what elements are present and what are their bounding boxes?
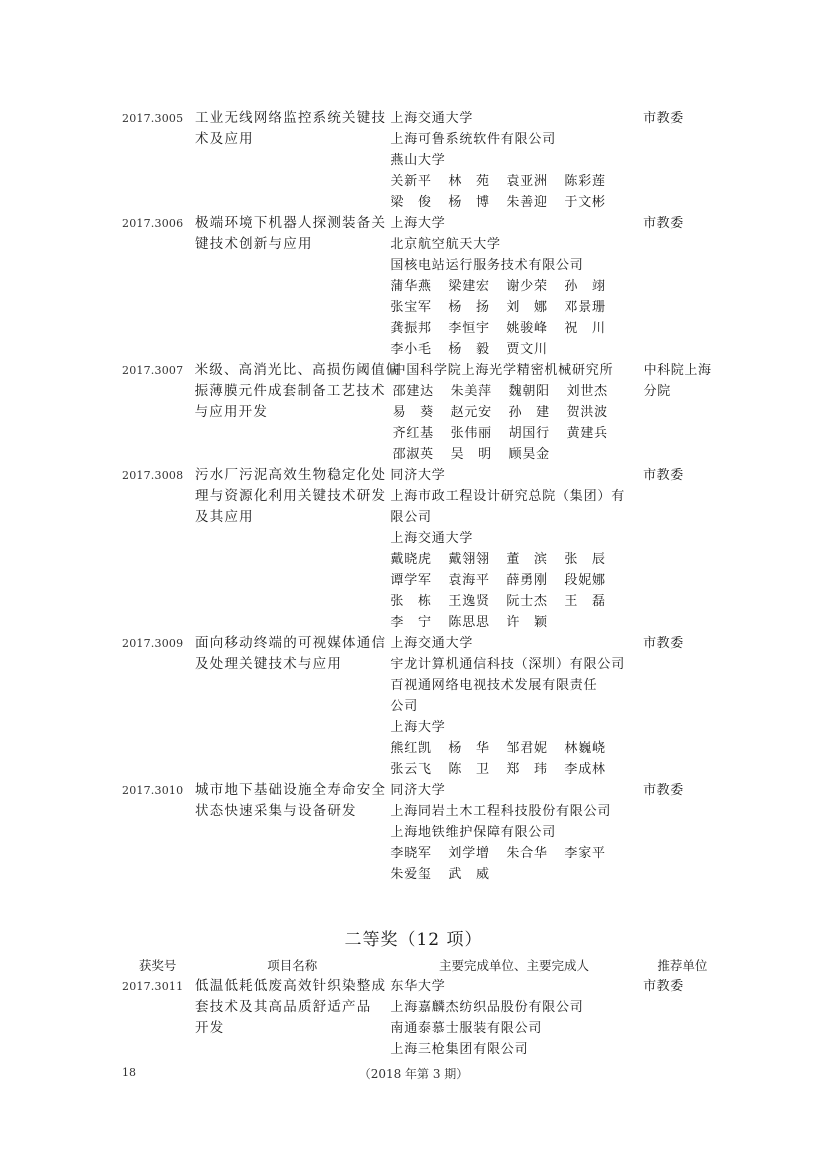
person-name: 段妮娜 bbox=[564, 573, 606, 588]
completion-units bbox=[390, 213, 637, 360]
person-name: 陈思思 bbox=[448, 615, 490, 630]
person-name: 邹君妮 bbox=[506, 741, 548, 756]
recommender-line: 市教委 bbox=[643, 468, 684, 483]
header-recommender: 推荐单位 bbox=[657, 958, 708, 973]
project-name-line: 城市地下基础设施全寿命安全 bbox=[195, 782, 387, 798]
person-name: 邓景珊 bbox=[564, 300, 606, 315]
project-name bbox=[193, 213, 390, 255]
person-name: 吴 明 bbox=[450, 447, 492, 462]
unit-line: 同济大学 bbox=[390, 468, 446, 483]
completion-units bbox=[390, 465, 637, 633]
recommender bbox=[637, 780, 722, 801]
person-name: 邵淑英 bbox=[392, 447, 434, 462]
table-header bbox=[122, 956, 722, 976]
person-name: 张伟丽 bbox=[450, 426, 492, 441]
people-row bbox=[390, 612, 637, 633]
unit-line: 上海大学 bbox=[390, 720, 446, 735]
project-name bbox=[193, 780, 390, 822]
completion-units bbox=[390, 780, 637, 885]
award-entry bbox=[122, 360, 722, 465]
unit-line: 上海市政工程设计研究总院（集团）有 bbox=[390, 489, 626, 504]
person-name: 董 滨 bbox=[506, 552, 548, 567]
recommender bbox=[637, 213, 722, 234]
person-name: 袁亚洲 bbox=[506, 174, 548, 189]
unit-line: 上海地铁维护保障有限公司 bbox=[390, 825, 557, 840]
project-name-line: 低温低耗低废高效针织染整成 bbox=[195, 978, 387, 994]
unit-line: 上海嘉麟杰纺织品股份有限公司 bbox=[390, 1000, 584, 1015]
project-name-line: 状态快速采集与设备研发 bbox=[195, 803, 357, 819]
project-name-line: 理与资源化利用关键技术研发 bbox=[195, 488, 387, 504]
issue-label: （2018 年第 3 期） bbox=[358, 1067, 469, 1081]
unit-line: 上海交通大学 bbox=[390, 636, 474, 651]
unit-line: 南通泰慕士服装有限公司 bbox=[390, 1021, 543, 1036]
recommender bbox=[637, 465, 722, 486]
person-name: 孙 建 bbox=[508, 405, 550, 420]
completion-units bbox=[393, 360, 638, 465]
project-name-line: 米级、高消光比、高损伤阈值偏 bbox=[194, 362, 401, 378]
person-name: 杨 扬 bbox=[448, 300, 490, 315]
person-name: 朱合华 bbox=[506, 846, 548, 861]
person-name: 戴晓虎 bbox=[390, 552, 432, 567]
person-name: 李晓军 bbox=[390, 846, 432, 861]
header-award-no: 获奖号 bbox=[138, 958, 177, 973]
person-name: 杨 华 bbox=[448, 741, 490, 756]
person-name: 于文彬 bbox=[564, 195, 606, 210]
people-row bbox=[390, 297, 637, 318]
unit-line: 百视通网络电视技术发展有限责任 bbox=[390, 678, 598, 693]
recommender bbox=[637, 108, 722, 129]
award-number: 2017.3010 bbox=[122, 784, 184, 797]
project-name-line: 及其应用 bbox=[195, 509, 254, 525]
unit-line: 宇龙计算机通信科技（深圳）有限公司 bbox=[390, 657, 626, 672]
award-number: 2017.3011 bbox=[122, 980, 184, 993]
person-name: 谭学军 bbox=[390, 573, 432, 588]
person-name: 林巍峣 bbox=[564, 741, 606, 756]
person-name: 张 辰 bbox=[564, 552, 606, 567]
person-name: 朱爱玺 bbox=[390, 867, 432, 882]
person-name: 杨 毅 bbox=[448, 342, 490, 357]
people-row bbox=[390, 318, 637, 339]
person-name: 梁建宏 bbox=[448, 279, 490, 294]
unit-line: 上海三枪集团有限公司 bbox=[390, 1042, 529, 1057]
person-name: 武 威 bbox=[448, 867, 490, 882]
completion-units bbox=[390, 633, 637, 780]
unit-line: 燕山大学 bbox=[390, 153, 446, 168]
person-name: 朱善迎 bbox=[506, 195, 548, 210]
header-project-name: 项目名称 bbox=[267, 958, 318, 973]
person-name: 谢少荣 bbox=[506, 279, 548, 294]
people-row bbox=[390, 192, 637, 213]
second-prize-entries bbox=[122, 976, 722, 1060]
unit-line: 同济大学 bbox=[390, 783, 446, 798]
person-name: 陈彩莲 bbox=[564, 174, 606, 189]
people-row bbox=[390, 591, 637, 612]
people-row bbox=[390, 759, 637, 780]
unit-line: 北京航空航天大学 bbox=[390, 237, 501, 252]
person-name: 易 葵 bbox=[392, 405, 434, 420]
person-name: 朱美萍 bbox=[450, 384, 492, 399]
recommender-line: 中科院上海 bbox=[643, 363, 712, 378]
award-entry bbox=[122, 976, 722, 1060]
person-name: 李 宁 bbox=[390, 615, 432, 630]
page-number: 18 bbox=[122, 1066, 136, 1079]
person-name: 魏朝阳 bbox=[508, 384, 550, 399]
project-name-line: 及处理关键技术与应用 bbox=[195, 656, 343, 672]
project-name bbox=[193, 633, 390, 675]
person-name: 龚振邦 bbox=[390, 321, 432, 336]
unit-line: 中国科学院上海光学精密机械研究所 bbox=[392, 363, 614, 378]
person-name: 李恒宇 bbox=[448, 321, 490, 336]
unit-line: 上海交通大学 bbox=[390, 111, 474, 126]
unit-line: 上海大学 bbox=[390, 216, 446, 231]
person-name: 阮士杰 bbox=[506, 594, 548, 609]
recommender-line: 市教委 bbox=[643, 783, 684, 798]
header-units-people: 主要完成单位、主要完成人 bbox=[439, 958, 590, 973]
unit-line: 限公司 bbox=[390, 510, 432, 525]
project-name bbox=[193, 465, 390, 528]
project-name-line: 与应用开发 bbox=[194, 404, 269, 420]
person-name: 戴翎翎 bbox=[448, 552, 490, 567]
recommender-line: 市教委 bbox=[643, 636, 684, 651]
person-name: 熊红凯 bbox=[390, 741, 432, 756]
people-row bbox=[393, 423, 638, 444]
people-row bbox=[390, 276, 637, 297]
award-number: 2017.3009 bbox=[122, 637, 184, 650]
project-name-line: 工业无线网络监控系统关键技 bbox=[195, 110, 387, 126]
person-name: 蒲华燕 bbox=[390, 279, 432, 294]
people-row bbox=[393, 381, 638, 402]
award-entry bbox=[122, 465, 722, 633]
person-name: 刘 娜 bbox=[506, 300, 548, 315]
project-name-line: 振薄膜元件成套制备工艺技术 bbox=[194, 383, 386, 399]
recommender-line: 分院 bbox=[643, 384, 671, 399]
person-name: 贾文川 bbox=[506, 342, 548, 357]
people-row bbox=[390, 171, 637, 192]
recommender bbox=[638, 360, 722, 402]
person-name: 薛勇刚 bbox=[506, 573, 548, 588]
people-row bbox=[390, 843, 637, 864]
award-number: 2017.3008 bbox=[122, 469, 184, 482]
project-name-line: 套技术及其高品质舒适产品 bbox=[195, 999, 372, 1015]
recommender-line: 市教委 bbox=[643, 216, 684, 231]
person-name: 祝 川 bbox=[564, 321, 606, 336]
unit-line: 上海可鲁系统软件有限公司 bbox=[390, 132, 557, 147]
award-number: 2017.3006 bbox=[122, 217, 184, 230]
recommender-line: 市教委 bbox=[643, 111, 684, 126]
person-name: 张 栋 bbox=[390, 594, 432, 609]
unit-line: 上海同岩土木工程科技股份有限公司 bbox=[390, 804, 612, 819]
award-entry bbox=[122, 633, 722, 780]
award-number: 2017.3005 bbox=[122, 112, 184, 125]
people-row bbox=[390, 339, 637, 360]
unit-line: 上海交通大学 bbox=[390, 531, 474, 546]
people-row bbox=[390, 549, 637, 570]
award-entry bbox=[122, 108, 722, 213]
unit-line: 公司 bbox=[390, 699, 419, 714]
project-name bbox=[193, 108, 390, 150]
person-name: 梁 俊 bbox=[390, 195, 432, 210]
recommender bbox=[637, 633, 722, 654]
person-name: 张云飞 bbox=[390, 762, 432, 777]
person-name: 姚骏峰 bbox=[506, 321, 548, 336]
project-name bbox=[193, 976, 390, 1039]
award-entry bbox=[122, 213, 722, 360]
person-name: 胡国行 bbox=[508, 426, 550, 441]
person-name: 陈 卫 bbox=[448, 762, 490, 777]
person-name: 顾昊金 bbox=[508, 447, 550, 462]
award-number: 2017.3007 bbox=[122, 364, 184, 377]
person-name: 许 颖 bbox=[506, 615, 548, 630]
people-row bbox=[390, 738, 637, 759]
unit-line: 东华大学 bbox=[390, 979, 446, 994]
person-name: 邵建达 bbox=[392, 384, 434, 399]
person-name: 孙 翊 bbox=[564, 279, 606, 294]
project-name-line: 极端环境下机器人探测装备关 bbox=[195, 215, 387, 231]
person-name: 赵元安 bbox=[450, 405, 492, 420]
person-name: 刘世杰 bbox=[566, 384, 608, 399]
person-name: 李家平 bbox=[564, 846, 606, 861]
person-name: 王 磊 bbox=[564, 594, 606, 609]
person-name: 齐红基 bbox=[392, 426, 434, 441]
award-entry bbox=[122, 780, 722, 885]
people-row bbox=[393, 444, 638, 465]
person-name: 李小毛 bbox=[390, 342, 432, 357]
completion-units bbox=[390, 108, 637, 213]
person-name: 王逸贤 bbox=[448, 594, 490, 609]
completion-units bbox=[390, 976, 637, 1060]
project-name-line: 面向移动终端的可视媒体通信 bbox=[195, 635, 387, 651]
unit-line: 国核电站运行服务技术有限公司 bbox=[390, 258, 584, 273]
section-title: 二等奖（12 项） bbox=[344, 930, 483, 950]
person-name: 刘学增 bbox=[448, 846, 490, 861]
person-name: 李成林 bbox=[564, 762, 606, 777]
person-name: 关新平 bbox=[390, 174, 432, 189]
people-row bbox=[390, 864, 637, 885]
project-name-line: 开发 bbox=[195, 1020, 225, 1036]
people-row bbox=[393, 402, 638, 423]
project-name-line: 术及应用 bbox=[195, 131, 254, 147]
project-name-line: 键技术创新与应用 bbox=[195, 236, 313, 252]
person-name: 袁海平 bbox=[448, 573, 490, 588]
person-name: 贺洪波 bbox=[566, 405, 608, 420]
recommender-line: 市教委 bbox=[643, 979, 684, 994]
project-name-line: 污水厂污泥高效生物稳定化处 bbox=[195, 467, 387, 483]
person-name: 郑 玮 bbox=[506, 762, 548, 777]
person-name: 杨 博 bbox=[448, 195, 490, 210]
recommender bbox=[637, 976, 722, 997]
people-row bbox=[390, 570, 637, 591]
project-name bbox=[193, 360, 401, 423]
award-entries-list bbox=[122, 108, 722, 885]
person-name: 黄建兵 bbox=[566, 426, 608, 441]
person-name: 张宝军 bbox=[390, 300, 432, 315]
person-name: 林 苑 bbox=[448, 174, 490, 189]
